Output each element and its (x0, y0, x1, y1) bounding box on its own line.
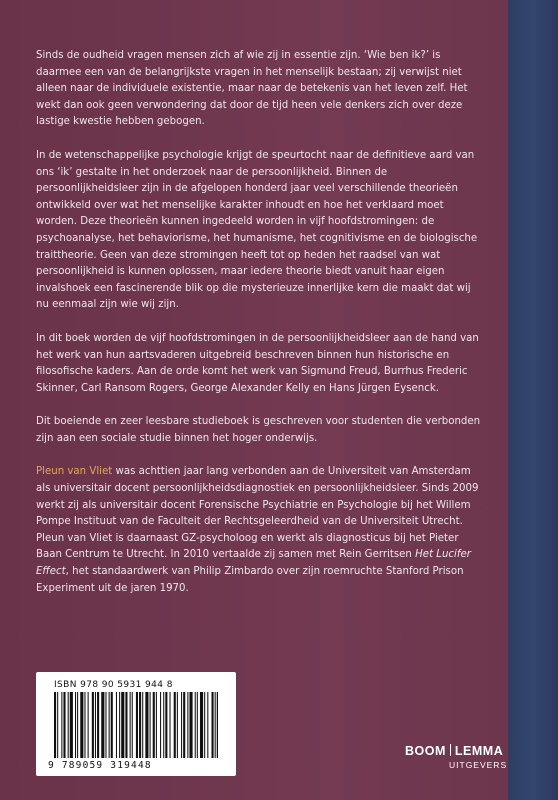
barcode-bar (121, 692, 124, 758)
barcode-bar (111, 692, 113, 758)
author-bio (36, 464, 484, 597)
barcode-bar (70, 692, 73, 758)
barcode-digits: 9 789059 319448 (48, 760, 152, 771)
blurb-text (36, 48, 484, 597)
barcode-bar (204, 692, 205, 758)
barcode-bar (119, 692, 120, 758)
barcode-bar (145, 692, 148, 758)
barcode-bar (109, 692, 110, 758)
bio-part1: was achttien jaar lang verbonden aan de Universiteit van Amsterdam als universitair docent persoonlijkheidsdiagnostiek en persoonlijkheidsleer. Sinds 2009 werkt zij als universitair docent Forensische Psychiatrie en Psychologie bij het Willem Pompe Instituut van de Faculteit der Rechtsgeleerdheid van de Universiteit Utrecht. (36, 466, 479, 528)
barcode-bar (177, 692, 178, 758)
barcode-bar (136, 692, 138, 758)
barcode-bar (215, 692, 216, 758)
barcode-bar (68, 692, 69, 758)
barcode-bar (187, 692, 188, 758)
barcode-bar (163, 692, 164, 758)
barcode-bar (116, 692, 117, 758)
barcode-bar (105, 692, 106, 758)
publisher-name-right: LEMMA (454, 744, 504, 758)
barcode-bar (54, 692, 56, 758)
barcode-bar (189, 692, 192, 758)
barcode-bar (197, 692, 198, 758)
barcode-bar (174, 692, 176, 758)
barcode-bar (207, 692, 208, 758)
barcode-bar (92, 692, 94, 758)
book-title: Het Lucifer Effect (36, 549, 471, 578)
barcode-bar (97, 692, 99, 758)
barcode-bar (57, 692, 58, 758)
barcode-bar (170, 692, 171, 758)
barcode-bar (132, 692, 133, 758)
isbn-label: ISBN 978 90 5931 944 8 (54, 680, 173, 690)
barcode-bar (142, 692, 143, 758)
barcode-bar (84, 692, 85, 758)
barcode-bar (75, 692, 76, 758)
publisher-name-left: BOOM (405, 744, 446, 758)
barcode-bar (183, 692, 185, 758)
publisher-divider (450, 744, 451, 756)
barcode-bar (153, 692, 155, 758)
publisher-logo (405, 744, 503, 758)
barcode-bar (139, 692, 141, 758)
barcode-bar (195, 692, 196, 758)
barcode-bar (63, 692, 65, 758)
barcode-bar (88, 692, 89, 758)
bio-part3: , het standaardwerk van Philip Zimbardo over zijn roemruchte Stanford Prison Experiment uit de jaren 1970. (36, 566, 464, 594)
barcode-bar (61, 692, 62, 758)
barcode-bar (80, 692, 83, 758)
paragraph-intro: Sinds de oudheid vragen mensen zich af wie zij in essentie zijn. ‘Wie ben ik?’ is daarmee een van de belangrijkste vragen in het menselijk bestaan; zij verwijst niet alleen naar de individuele existentie, maar naar de betekenis van het leven zelf. Het wekt dan ook geen verwondering dat door de tijd heen vele denkers zich over deze lastige kwestie hebben gebogen. (36, 50, 468, 128)
bio-part2: Pleun van Vliet is daarnaast GZ-psycholoog en werkt als diagnosticus bij het Pieter Baan Centrum te Utrecht. In 2010 vertaalde zij samen met Rein Gerritsen (36, 532, 459, 561)
barcode-bar (165, 692, 167, 758)
spine-band (508, 0, 558, 800)
barcode-box (36, 672, 236, 776)
barcode-bar (160, 692, 161, 758)
barcode-bar (212, 692, 214, 758)
barcode-bar (200, 692, 203, 758)
paragraph-book-content: In dit boek worden de vijf hoofdstromingen in de persoonlijkheidsleer aan de hand van het werk van hun aartsvaderen uitgebreid beschreven binnen hun historische en filosofische kaders. Aan de orde komt het werk van Sigmund Freud, Burrhus Frederic Skinner, Carl Ransom Rogers, George Alexander Kelly en Hans Jürgen Eysenck. (36, 332, 479, 394)
barcode-bar (101, 692, 104, 758)
barcode-bar (181, 692, 182, 758)
publisher-subtitle: UITGEVERS (449, 760, 508, 770)
barcode-bar (77, 692, 78, 758)
barcode-graphic (54, 692, 218, 758)
barcode-bar (156, 692, 157, 758)
barcode-bar (130, 692, 131, 758)
paragraph-psychology: In de wetenschappelijke psychologie krijgt de speurtocht naar de definitieve aard van ons ‘ik’ gestalte in het onderzoek naar de persoonlijkheid. Binnen de persoonlijkheidsleer zijn in de afgelopen honderd jaar veel verschillende theorieën ontwikkeld over wat het menselijke karakter inhoudt en hoe het verklaard moet worden. Deze theorieën kunnen ingedeeld worden in vijf hoofdstromingen: de psychoanalyse, het behaviorisme, het humanisme, het cognitivisme en de biologische traittheorie. Geen van deze stromingen heeft tot op heden het raadsel van wat persoonlijkheid is kunnen oplossen, maar iedere theorie biedt vanuit haar eigen invalshoek een fascinerende blik op die mysterieuze innerlijke kern die maakt dat wij nu eenmaal zijn wie wij zijn. (36, 149, 478, 311)
paragraph-audience: Dit boeiende en zeer leesbare studieboek is geschreven voor studenten die verbonden zijn aan een sociale studie binnen het hoger onderwijs. (36, 416, 481, 444)
barcode-bar (95, 692, 96, 758)
author-name: Pleun van Vliet (36, 466, 113, 478)
barcode-bar (217, 692, 218, 758)
barcode-bar (150, 692, 151, 758)
barcode-bar (125, 692, 127, 758)
